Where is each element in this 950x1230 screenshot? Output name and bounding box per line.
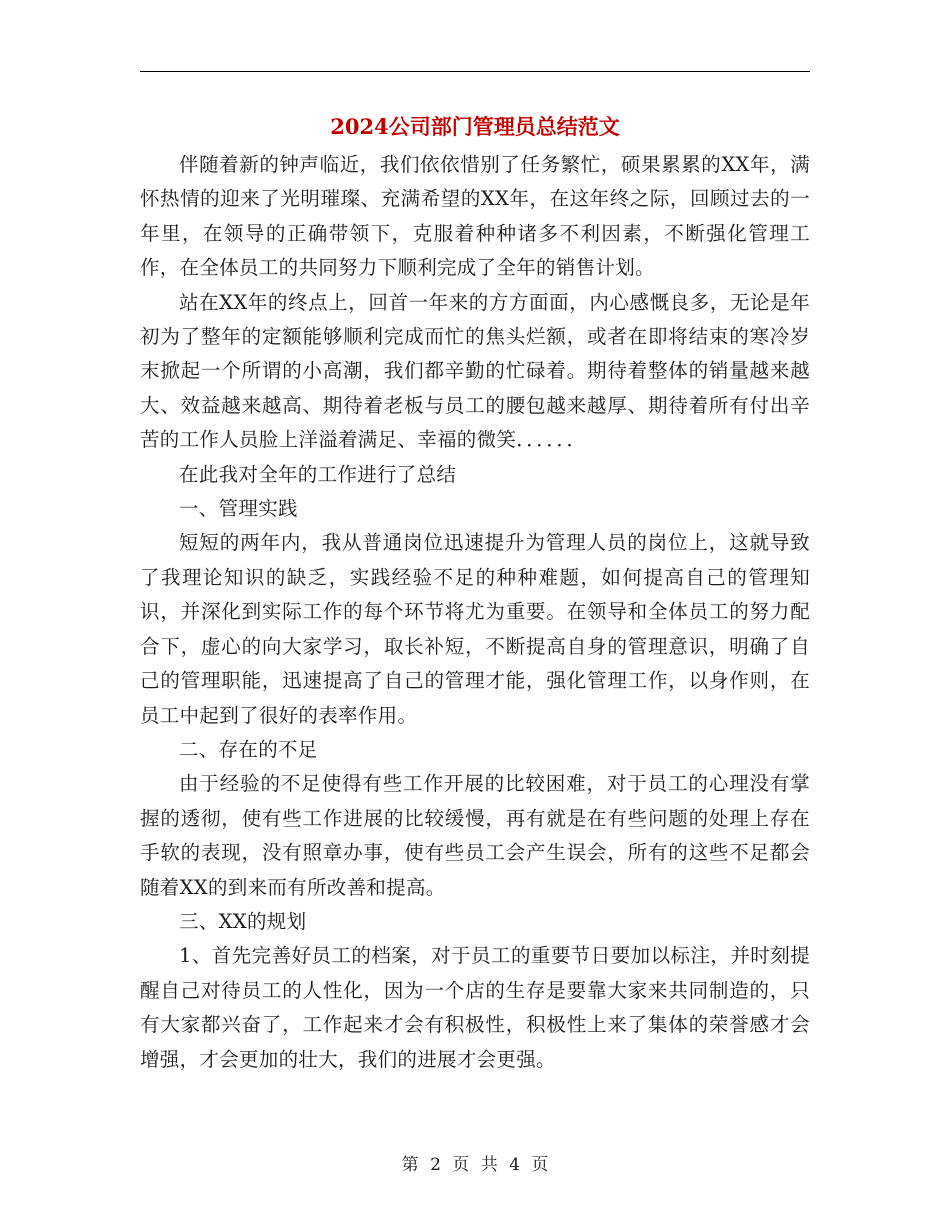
paragraph-reflection: 站在XX年的终点上，回首一年来的方方面面，内心感慨良多，无论是年初为了整年的定额能够顺利完成而忙的焦头烂额，或者在即将结束的寒冷岁末掀起一个所谓的小高潮，我们都辛勤的忙碌着。期待着整体的销量越来越大、效益越来越高、期待着老板与员工的腰包越来越厚、期待着所有付出辛苦的工作人员脸上洋溢着满足、幸福的微笑．．．．．．: [140, 290, 810, 452]
paragraph-shortcomings: 由于经验的不足使得有些工作开展的比较困难，对于员工的心理没有掌握的透彻，使有些工作进展的比较缓慢，再有就是在有些问题的处理上存在手软的表现，没有照章办事，使有些员工会产生误会，所有的这些不足都会随着XX的到来而有所改善和提高。: [140, 772, 810, 899]
document-body: [140, 148, 810, 1077]
section-heading-plan: 三、XX的规划: [179, 909, 307, 933]
paragraph-intro: 伴随着新的钟声临近，我们依依惜别了任务繁忙，硕果累累的XX年，满怀热情的迎来了光明璀璨、充满希望的XX年，在这年终之际，回顾过去的一年里，在领导的正确带领下，克服着种种诸多不利因素，不断强化管理工作，在全体员工的共同努力下顺利完成了全年的销售计划。: [140, 153, 810, 280]
paragraph-plan-item-1: 1、首先完善好员工的档案，对于员工的重要节日要加以标注，并时刻提醒自己对待员工的人性化，因为一个店的生存是要靠大家来共同制造的，只有大家都兴奋了，工作起来才会有积极性，积极性上来了集体的荣誉感才会增强，才会更加的壮大，我们的进展才会更强。: [140, 944, 810, 1071]
paragraph-management-practice: 短短的两年内，我从普通岗位迅速提升为管理人员的岗位上，这就导致了我理论知识的缺乏，实践经验不足的种种难题，如何提高自己的管理知识，并深化到实际工作的每个环节将尤为重要。在领导和全体员工的努力配合下，虚心的向大家学习，取长补短，不断提高自身的管理意识，明确了自己的管理职能，迅速提高了自己的管理才能，强化管理工作，以身作则，在员工中起到了很好的表率作用。: [140, 531, 810, 727]
paragraph-summary-lead: 在此我对全年的工作进行了总结: [179, 462, 457, 486]
section-heading-management-practice: 一、管理实践: [179, 497, 298, 521]
page-number-footer: 第 2 页 共 4 页: [401, 1155, 549, 1175]
header-rule: [140, 71, 810, 72]
document-title: 2024公司部门管理员总结范文: [330, 114, 620, 139]
section-heading-shortcomings: 二、存在的不足: [179, 737, 318, 761]
